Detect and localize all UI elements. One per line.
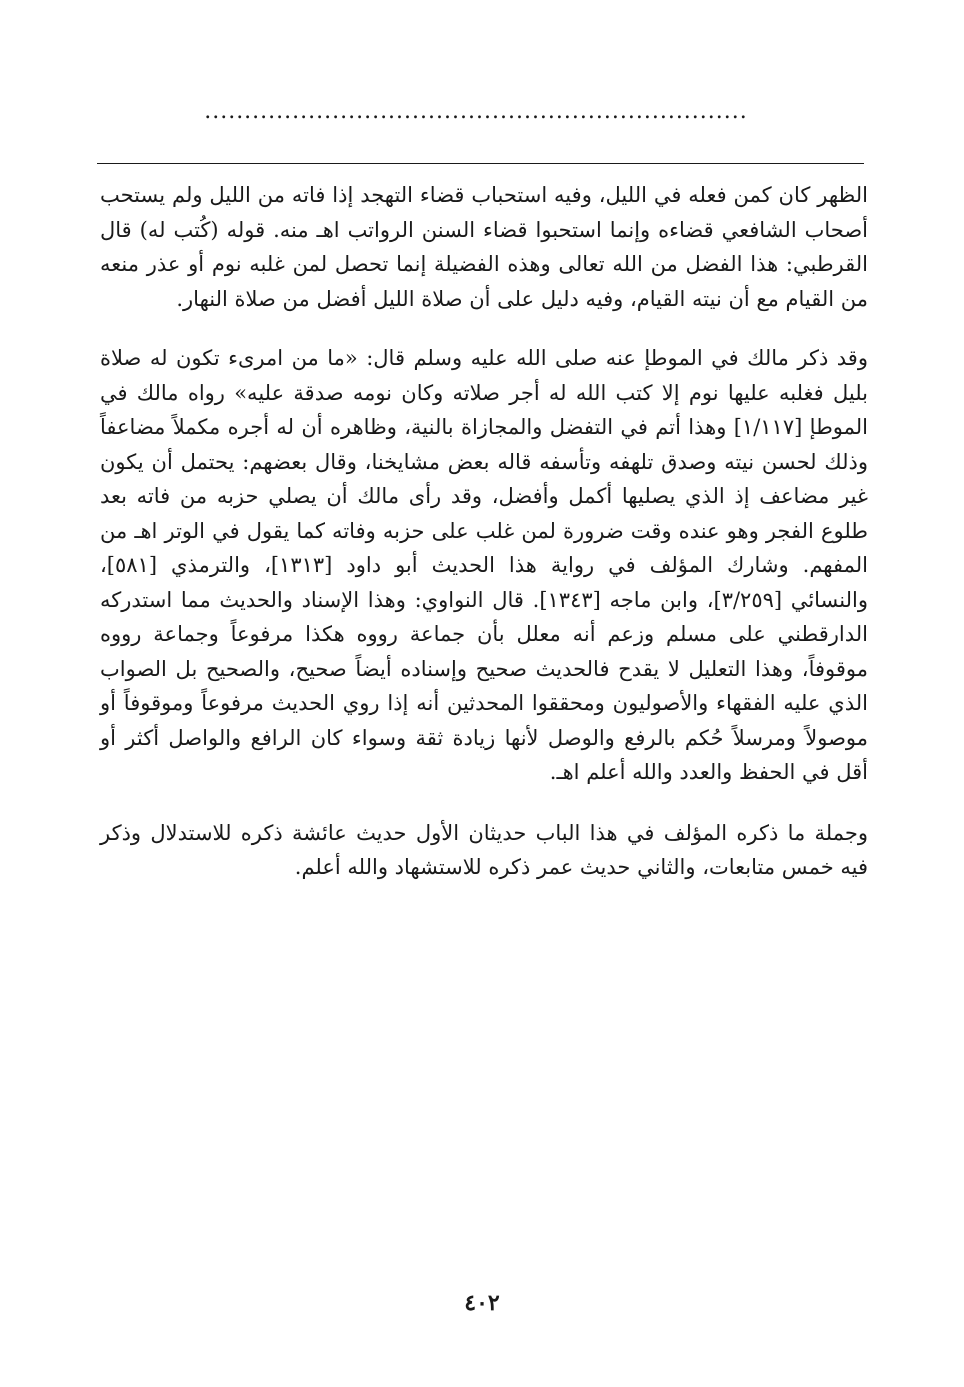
- header-rule: [97, 163, 864, 164]
- paragraph-3: وجملة ما ذكره المؤلف في هذا الباب حديثان الأول حديث عائشة ذكره للاستدلال وذكر فيه خمس متابعات، والثاني حديث عمر ذكره للاستشهاد والله أعلم.: [100, 820, 868, 879]
- paragraph-1: الظهر كان كمن فعله في الليل، وفيه استحباب قضاء التهجد إذا فاته من الليل ولم يستحب أصحاب الشافعي قضاءه وإنما استحبوا قضاء السنن الرواتب اهـ منه. قوله (كُتب له) قال القرطبي: هذا الفضل من الله تعالى وهذه الفضيلة إنما تحصل لمن غلبه نوم أو عذر منعه من القيام مع أن نيته القيام، وفيه دليل على أن صلاة الليل أفضل من صلاة النهار.: [100, 183, 868, 311]
- body-text: [100, 178, 868, 885]
- page-number: ٤٠٢: [464, 1290, 500, 1316]
- paragraph-2: وقد ذكر مالك في الموطإ عنه صلى الله عليه وسلم قال: «ما من امرىء تكون له صلاة بليل فغلبه عليها نوم إلا كتب الله له أجر صلاته وكان نومه صدقة عليه» رواه مالك في الموطإ [١/١١٧] وهذا أتم في التفضل والمجازاة بالنية، وظاهره أن له أجره مكملاً مضاعفاً وذلك لحسن نيته وصدق تلهفه وتأسفه قاله بعض مشايخنا، وقال بعضهم: يحتمل أن يكون غير مضاعف إذ الذي يصليها أكمل وأفضل، وقد رأى مالك أن يصلي حزبه من فاته بعد طلوع الفجر وهو عنده وقت ضرورة لمن غلب على حزبه وفاته كما يقول في الوتر اهـ من المفهم. وشارك المؤلف في رواية هذا الحديث أبو داود [١٣١٣]، والترمذي [٥٨١]، والنسائي [٣/٢٥٩]، وابن ماجه [١٣٤٣]. قال النواوي: وهذا الإسناد والحديث مما استدركه الدارقطني على مسلم وزعم أنه معلل بأن جماعة رووه هكذا مرفوعاً وجماعة رووه موقوفاً، وهذا التعليل لا يقدح فالحديث صحيح وإسناده أيضاً صحيح، والصحيح بل الصواب الذي عليه الفقهاء والأصوليون ومحققوا المحدثين أنه إذا روي الحديث مرفوعاً وموقوفاً أو موصولاً ومرسلاً حُكم بالرفع والوصل لأنها زيادة ثقة وسواء كان الرافع والواصل أكثر أو أقل في الحفظ والعدد والله أعلم اهـ.: [100, 346, 869, 784]
- header-dotted-line: ....................................................................: [204, 102, 748, 122]
